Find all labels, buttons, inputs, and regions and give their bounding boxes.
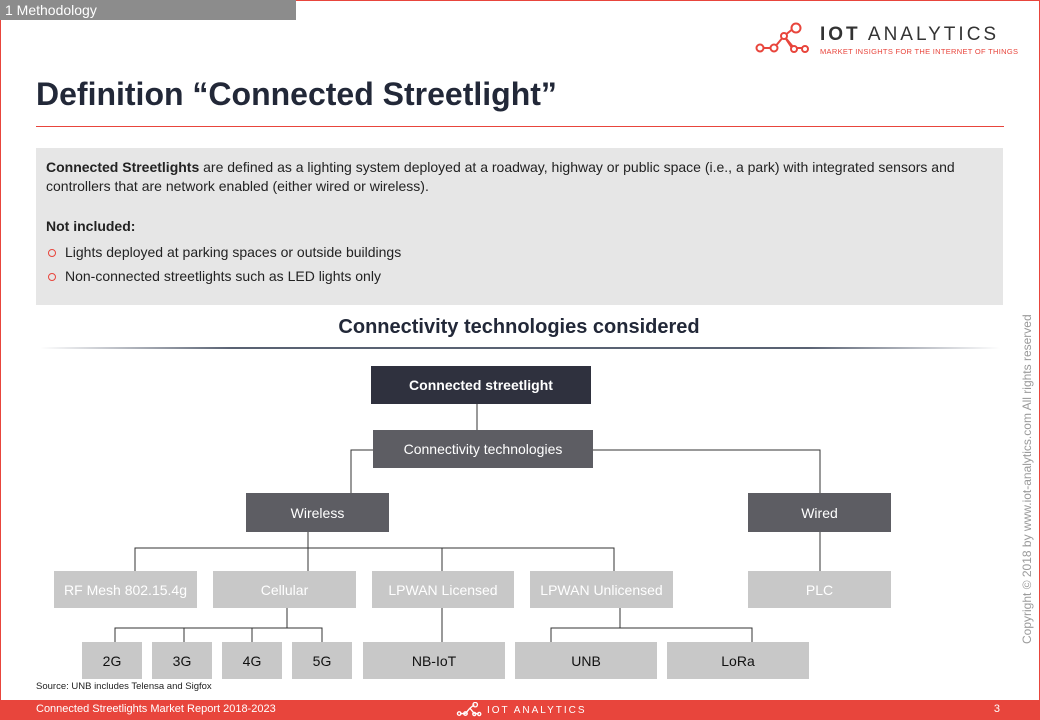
footer-report-title: Connected Streetlights Market Report 2018-2023 [36, 703, 276, 715]
node-5g: 5G [292, 642, 352, 679]
node-connectivity-technologies: Connectivity technologies [373, 430, 593, 468]
node-4g: 4G [222, 642, 282, 679]
copyright-notice: Copyright © 2018 by www.iot-analytics.com All rights reserved [1020, 314, 1034, 644]
node-2g: 2G [82, 642, 142, 679]
node-lpwan-unlicensed: LPWAN Unlicensed [530, 571, 673, 608]
node-connected-streetlight: Connected streetlight [371, 366, 591, 404]
node-lpwan-licensed: LPWAN Licensed [372, 571, 514, 608]
footer-logo-text: IOT ANALYTICS [487, 704, 587, 716]
network-logo-icon [456, 702, 482, 718]
node-nb-iot: NB-IoT [363, 642, 505, 679]
definition-body: are defined as a lighting system deployed at a roadway, highway or public space (i.e., a park) with integrated sensors and controllers that are network enabled (either wired or wireless). [46, 159, 955, 194]
footer-bar [0, 700, 1040, 720]
node-rf-mesh: RF Mesh 802.15.4g [54, 571, 197, 608]
source-note: Source: UNB includes Telensa and Sigfox [36, 681, 212, 692]
list-item-text: Non-connected streetlights such as LED lights only [65, 268, 381, 284]
not-included-label: Not included: [46, 218, 136, 234]
logo-wordmark-rest: ANALYTICS [867, 24, 1000, 45]
node-wireless: Wireless [246, 493, 389, 532]
page-number: 3 [993, 703, 1000, 715]
node-unb: UNB [515, 642, 657, 679]
node-plc: PLC [748, 571, 891, 608]
page-title: Definition “Connected Streetlight” [36, 76, 557, 112]
node-lora: LoRa [667, 642, 809, 679]
definition-term: Connected Streetlights [46, 159, 200, 175]
section-subheading: Connectivity technologies considered [338, 316, 700, 338]
node-wired: Wired [748, 493, 891, 532]
list-item-text: Lights deployed at parking spaces or outside buildings [65, 244, 402, 260]
logo-tagline: MARKET INSIGHTS FOR THE INTERNET OF THINGS [820, 47, 1019, 56]
node-3g: 3G [152, 642, 212, 679]
section-tag: 1 Methodology [0, 0, 296, 20]
footer-logo [456, 702, 587, 718]
node-cellular: Cellular [213, 571, 356, 608]
logo-wordmark-bold: IOT [820, 24, 861, 45]
